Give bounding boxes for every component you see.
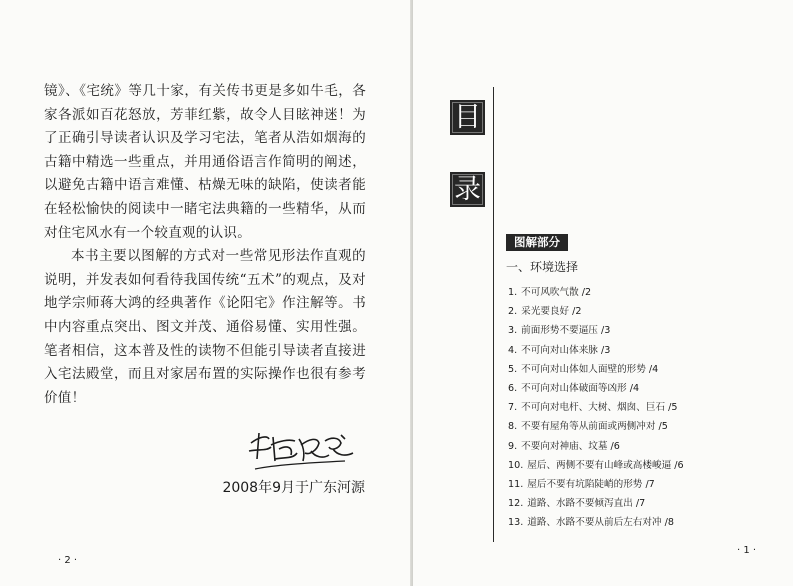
toc-item[interactable] <box>508 398 768 417</box>
toc-item[interactable] <box>508 494 768 513</box>
toc-item-text: 不可向对山体破面等凶形 /4 <box>521 382 640 394</box>
toc-item[interactable] <box>508 302 768 321</box>
author-signature <box>245 425 360 477</box>
toc-item-number: 10. <box>508 459 524 471</box>
toc-item-text: 采光要良好 /2 <box>521 306 582 318</box>
preface-paragraph-2: 本书主要以图解的方式对一些常见形法作直观的说明，并发表如何看待我国传统“五术”的观点，及对地学宗师蒋大鸿的经典著作《论阳宅》作注解等。书中内容重点突出、图文并茂、通俗易懂、实用性强。笔者相信，这本普及性的读物不但能引导读者直接进入宅法殿堂，而且对家居布置的实际操作也很有参考价值！ <box>44 248 366 406</box>
toc-item[interactable] <box>508 437 768 456</box>
subsection-heading: 一、环境选择 <box>506 260 579 274</box>
toc-item-number: 12. <box>508 498 524 510</box>
toc-item[interactable] <box>508 283 768 302</box>
date-line: 2008年9月于广东河源 <box>222 480 365 496</box>
preface-text <box>44 80 366 410</box>
toc-item-number: 13. <box>508 517 524 529</box>
toc-item-text: 不要有屋角等从前面或两侧冲对 /5 <box>521 421 668 433</box>
toc-title-char-1: 目 <box>450 100 485 135</box>
vertical-divider <box>493 87 494 542</box>
toc-item[interactable] <box>508 456 768 475</box>
toc-item-number: 1. <box>508 287 518 298</box>
toc-item[interactable] <box>508 321 768 340</box>
toc-list <box>508 283 768 532</box>
toc-item-text: 屋后、两侧不要有山峰或高楼峻逼 /6 <box>527 459 684 471</box>
toc-item[interactable] <box>508 360 768 379</box>
toc-item-text: 道路、水路不要倾泻直出 /7 <box>527 498 646 510</box>
toc-item-number: 5. <box>508 363 518 375</box>
section-label: 图解部分 <box>506 234 568 251</box>
toc-item[interactable] <box>508 417 768 436</box>
toc-item-text: 不要向对神庙、坟墓 /6 <box>521 440 620 452</box>
toc-item[interactable] <box>508 341 768 360</box>
toc-title-char-2: 录 <box>450 172 485 207</box>
toc-item-number: 4. <box>508 344 518 356</box>
toc-item[interactable] <box>508 475 768 494</box>
toc-item-number: 2. <box>508 306 518 318</box>
toc-item[interactable] <box>508 513 768 532</box>
toc-item-text: 不可向对山体来脉 /3 <box>521 344 611 356</box>
toc-item-number: 3. <box>508 325 518 337</box>
toc-item-number: 11. <box>508 478 524 490</box>
page-number-right: · 1 · <box>737 545 757 556</box>
toc-item-text: 屋后不要有坑陷陡峭的形势 /7 <box>527 478 655 490</box>
toc-item-number: 7. <box>508 402 518 414</box>
toc-item-text: 不可向对山体如人面壁的形势 /4 <box>521 363 659 375</box>
toc-item-text: 前面形势不要逼压 /3 <box>521 325 611 337</box>
toc-item-number: 6. <box>508 382 518 394</box>
toc-item-number: 9. <box>508 440 518 452</box>
toc-item-text: 道路、水路不要从前后左右对冲 /8 <box>527 517 674 529</box>
toc-item-text: 不可风吹气散 /2 <box>521 287 592 298</box>
toc-item-text: 不可向对电杆、大树、烟囱、巨石 /5 <box>521 402 678 414</box>
toc-item[interactable] <box>508 379 768 398</box>
page-number-left: · 2 · <box>58 555 78 566</box>
toc-item-number: 8. <box>508 421 518 433</box>
preface-paragraph-1: 镜》、《宅统》等几十家，有关传书更是多如牛毛，各家各派如百花怒放，芳菲红紫，故令人目眩神迷！为了正确引导读者认识及学习宅法，笔者从浩如烟海的古籍中精选一些重点，并用通俗语言作简明的阐述，以避免古籍中语言难懂、枯燥无味的缺陷，使读者能在轻松愉快的阅读中一睹宅法典籍的一些精华，从而对住宅风水有一个较直观的认识。 <box>44 83 366 241</box>
